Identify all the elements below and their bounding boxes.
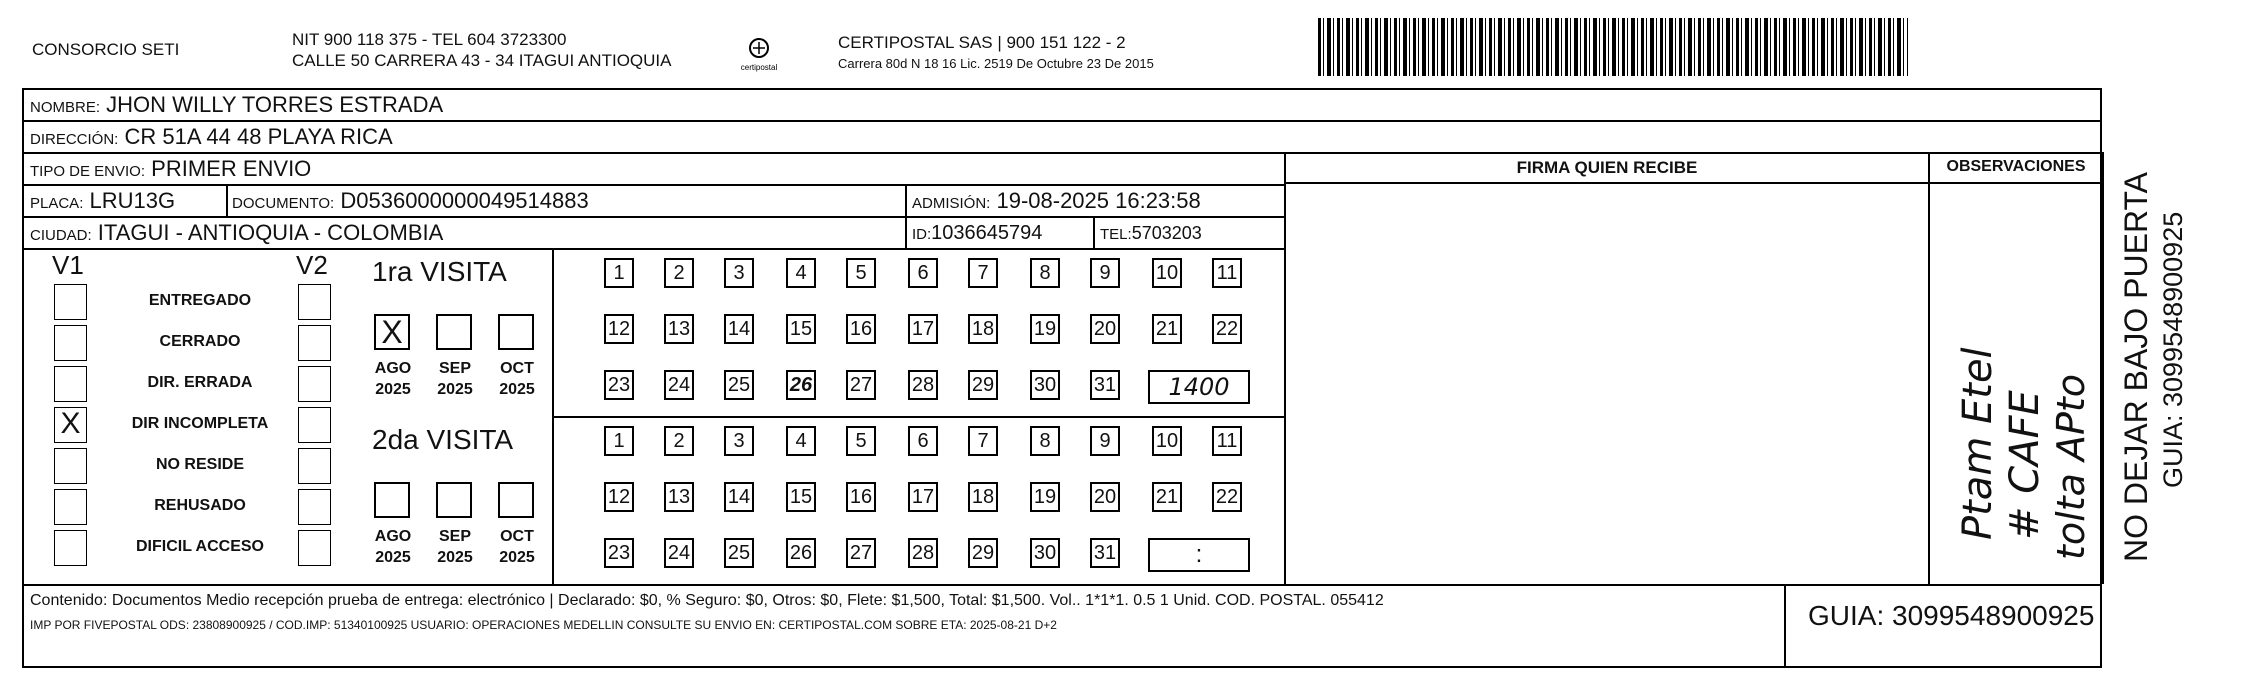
col-divider bbox=[1784, 584, 1786, 668]
status-option-label: DIFICIL ACCESO bbox=[135, 538, 264, 555]
day-box[interactable]: 4 bbox=[786, 258, 816, 288]
send-type-field: TIPO DE ENVIO: PRIMER ENVIO bbox=[30, 156, 312, 181]
day-box[interactable]: 17 bbox=[908, 482, 938, 512]
v2-checkbox[interactable] bbox=[298, 489, 331, 525]
day-box[interactable]: 13 bbox=[664, 482, 694, 512]
day-box[interactable]: 3 bbox=[724, 426, 754, 456]
v2-checkbox[interactable] bbox=[298, 325, 331, 361]
day-box[interactable]: 26 bbox=[786, 370, 816, 400]
status-option-label: ENTREGADO bbox=[148, 292, 252, 309]
v2-checkbox[interactable] bbox=[298, 284, 331, 320]
day-box[interactable]: 21 bbox=[1152, 482, 1182, 512]
day-box[interactable]: 18 bbox=[968, 314, 998, 344]
day-box[interactable]: 4 bbox=[786, 426, 816, 456]
tel-field: TEL:5703203 bbox=[1100, 223, 1202, 243]
day-box[interactable]: 21 bbox=[1152, 314, 1182, 344]
day-box[interactable]: 11 bbox=[1212, 426, 1242, 456]
day-box[interactable]: 29 bbox=[968, 538, 998, 568]
day-box[interactable]: 16 bbox=[846, 314, 876, 344]
side-warning: NO DEJAR BAJO PUERTA bbox=[2118, 172, 2154, 562]
v1-checkbox[interactable] bbox=[54, 489, 87, 525]
footer-imp-line: IMP POR FIVEPOSTAL ODS: 23808900925 / COD.IMP: 51340100925 USUARIO: OPERACIONES MEDELLIN CONSULTE SU ENVIO EN: CERTIPOSTAL.COM SOBRE ETA: 2025-08-21 D+2 bbox=[30, 618, 1057, 632]
day-box[interactable]: 22 bbox=[1212, 482, 1242, 512]
day-box[interactable]: 8 bbox=[1030, 258, 1060, 288]
day-box[interactable]: 18 bbox=[968, 482, 998, 512]
time-box[interactable]: 1400 bbox=[1148, 370, 1250, 404]
day-box[interactable]: 9 bbox=[1090, 426, 1120, 456]
day-box[interactable]: 31 bbox=[1090, 538, 1120, 568]
day-box[interactable]: 8 bbox=[1030, 426, 1060, 456]
v1-checkbox[interactable]: X bbox=[54, 407, 87, 443]
time-box[interactable]: : bbox=[1148, 538, 1250, 572]
day-box[interactable]: 13 bbox=[664, 314, 694, 344]
v2-checkbox[interactable] bbox=[298, 407, 331, 443]
month-label: SEP 2025 bbox=[437, 528, 473, 566]
obs-line-1: Ptam Etel bbox=[1955, 347, 2001, 540]
day-box[interactable]: 11 bbox=[1212, 258, 1242, 288]
month-checkbox[interactable] bbox=[498, 482, 534, 518]
col-divider bbox=[1093, 216, 1095, 248]
v2-label: V2 bbox=[296, 250, 328, 280]
visit-divider bbox=[552, 416, 1284, 418]
month-checkbox[interactable] bbox=[436, 314, 472, 350]
day-box[interactable]: 14 bbox=[724, 314, 754, 344]
col-divider bbox=[905, 184, 907, 248]
col-divider bbox=[552, 248, 554, 584]
day-box[interactable]: 23 bbox=[604, 370, 634, 400]
day-box[interactable]: 5 bbox=[846, 258, 876, 288]
month-label: AGO 2025 bbox=[374, 360, 412, 398]
company-name: CONSORCIO SETI bbox=[32, 40, 180, 59]
day-box[interactable]: 2 bbox=[664, 258, 694, 288]
certipostal-logo bbox=[734, 34, 784, 74]
v1-label: V1 bbox=[52, 250, 84, 280]
month-checkbox[interactable] bbox=[436, 482, 472, 518]
day-box[interactable]: 27 bbox=[846, 538, 876, 568]
day-box[interactable]: 19 bbox=[1030, 482, 1060, 512]
col-divider bbox=[1928, 152, 1930, 584]
month-label: OCT 2025 bbox=[499, 528, 535, 566]
status-option-label: DIR INCOMPLETA bbox=[131, 415, 269, 432]
admission-date: 19-08-2025 16:23:58 bbox=[996, 188, 1201, 213]
v1-checkbox[interactable] bbox=[54, 530, 87, 566]
signature-header: FIRMA QUIEN RECIBE bbox=[1516, 158, 1698, 177]
day-box[interactable]: 1 bbox=[604, 426, 634, 456]
document-number: D0536000000049514883 bbox=[340, 188, 589, 213]
col-divider bbox=[1284, 152, 1286, 584]
day-box[interactable]: 20 bbox=[1090, 482, 1120, 512]
day-box[interactable]: 12 bbox=[604, 482, 634, 512]
admission-field: ADMISIÓN: 19-08-2025 16:23:58 bbox=[912, 188, 1201, 213]
footer-content-line: Contenido: Documentos Medio recepción prueba de entrega: electrónico | Declarado: $0, % Seguro: $0, Otros: $0, Flete: $1,500, Total: $1,500. Vol.. 1*1*1. 0.5 1 Unid. COD. POSTAL. 055412 bbox=[30, 592, 1384, 609]
month-checkbox[interactable] bbox=[498, 314, 534, 350]
id-field: ID:1036645794 bbox=[912, 222, 1043, 244]
v2-checkbox[interactable] bbox=[298, 366, 331, 402]
day-box[interactable]: 5 bbox=[846, 426, 876, 456]
send-type: PRIMER ENVIO bbox=[151, 156, 312, 181]
col-divider bbox=[2102, 152, 2104, 584]
day-box[interactable]: 16 bbox=[846, 482, 876, 512]
id-number: 1036645794 bbox=[931, 222, 1043, 244]
day-box[interactable]: 31 bbox=[1090, 370, 1120, 400]
day-box[interactable]: 20 bbox=[1090, 314, 1120, 344]
status-option-label: DIR. ERRADA bbox=[147, 374, 253, 391]
day-box[interactable]: 30 bbox=[1030, 538, 1060, 568]
day-box[interactable]: 19 bbox=[1030, 314, 1060, 344]
day-box[interactable]: 27 bbox=[846, 370, 876, 400]
status-option-label: REHUSADO bbox=[154, 497, 246, 514]
nit-line: NIT 900 118 375 - TEL 604 3723300 bbox=[292, 30, 567, 49]
day-box[interactable]: 28 bbox=[908, 370, 938, 400]
v1-checkbox[interactable] bbox=[54, 284, 87, 320]
v1-checkbox[interactable] bbox=[54, 448, 87, 484]
visit-1-title: 1ra VISITA bbox=[372, 256, 507, 287]
day-box[interactable]: 25 bbox=[724, 538, 754, 568]
barcode bbox=[1318, 18, 1908, 76]
day-box[interactable]: 6 bbox=[908, 258, 938, 288]
obs-line-2: # CAFE bbox=[2002, 390, 2048, 540]
address-line: CALLE 50 CARRERA 43 - 34 ITAGUI ANTIOQUIA bbox=[292, 51, 672, 70]
footer-divider bbox=[22, 584, 2102, 586]
day-box[interactable]: 25 bbox=[724, 370, 754, 400]
logo-text: certipostal bbox=[740, 63, 778, 72]
observations-header: OBSERVACIONES bbox=[1946, 158, 2086, 175]
day-box[interactable]: 9 bbox=[1090, 258, 1120, 288]
address-field: DIRECCIÓN: CR 51A 44 48 PLAYA RICA bbox=[30, 124, 393, 149]
v2-checkbox[interactable] bbox=[298, 448, 331, 484]
day-box[interactable]: 12 bbox=[604, 314, 634, 344]
month-label: OCT 2025 bbox=[499, 360, 535, 398]
month-checkbox[interactable] bbox=[374, 482, 410, 518]
status-option-label: CERRADO bbox=[159, 333, 241, 350]
day-box[interactable]: 17 bbox=[908, 314, 938, 344]
day-box[interactable]: 24 bbox=[664, 538, 694, 568]
v2-checkbox[interactable] bbox=[298, 530, 331, 566]
day-box[interactable]: 15 bbox=[786, 482, 816, 512]
plate: LRU13G bbox=[89, 188, 176, 213]
day-box[interactable]: 6 bbox=[908, 426, 938, 456]
name-field: NOMBRE: JHON WILLY TORRES ESTRADA bbox=[30, 92, 444, 117]
day-box[interactable]: 3 bbox=[724, 258, 754, 288]
month-label: SEP 2025 bbox=[437, 360, 473, 398]
day-box[interactable]: 28 bbox=[908, 538, 938, 568]
v1-checkbox[interactable] bbox=[54, 325, 87, 361]
month-checkbox[interactable]: X bbox=[374, 314, 410, 350]
visit-2-title: 2da VISITA bbox=[372, 424, 514, 455]
day-box[interactable]: 30 bbox=[1030, 370, 1060, 400]
obs-line-3: tolta APto bbox=[2049, 373, 2093, 560]
side-guia: GUIA: 3099548900925 bbox=[2158, 211, 2188, 488]
license-line: Carrera 80d N 18 16 Lic. 2519 De Octubre 23 De 2015 bbox=[838, 56, 1154, 71]
day-box[interactable]: 24 bbox=[664, 370, 694, 400]
day-box[interactable]: 22 bbox=[1212, 314, 1242, 344]
recipient-name: JHON WILLY TORRES ESTRADA bbox=[106, 92, 444, 117]
day-box[interactable]: 2 bbox=[664, 426, 694, 456]
day-box[interactable]: 10 bbox=[1152, 426, 1182, 456]
day-box[interactable]: 10 bbox=[1152, 258, 1182, 288]
day-box[interactable]: 7 bbox=[968, 426, 998, 456]
courier-line: CERTIPOSTAL SAS | 900 151 122 - 2 bbox=[838, 33, 1126, 52]
day-box[interactable]: 14 bbox=[724, 482, 754, 512]
footer-guia: GUIA: 3099548900925 bbox=[1808, 600, 2095, 631]
v1-checkbox[interactable] bbox=[54, 366, 87, 402]
col-divider bbox=[226, 184, 228, 216]
day-box[interactable]: 15 bbox=[786, 314, 816, 344]
day-box[interactable]: 1 bbox=[604, 258, 634, 288]
city: ITAGUI - ANTIOQUIA - COLOMBIA bbox=[97, 220, 444, 245]
recipient-address: CR 51A 44 48 PLAYA RICA bbox=[124, 124, 393, 149]
document-field: DOCUMENTO: D0536000000049514883 bbox=[232, 188, 589, 213]
tel-number: 5703203 bbox=[1131, 223, 1202, 243]
status-option-label: NO RESIDE bbox=[155, 456, 244, 473]
day-box[interactable]: 26 bbox=[786, 538, 816, 568]
day-box[interactable]: 7 bbox=[968, 258, 998, 288]
day-box[interactable]: 29 bbox=[968, 370, 998, 400]
day-box[interactable]: 23 bbox=[604, 538, 634, 568]
city-field: CIUDAD: ITAGUI - ANTIOQUIA - COLOMBIA bbox=[30, 220, 444, 245]
row-divider bbox=[1284, 182, 2102, 184]
plate-field: PLACA: LRU13G bbox=[30, 188, 176, 213]
month-label: AGO 2025 bbox=[374, 528, 412, 566]
